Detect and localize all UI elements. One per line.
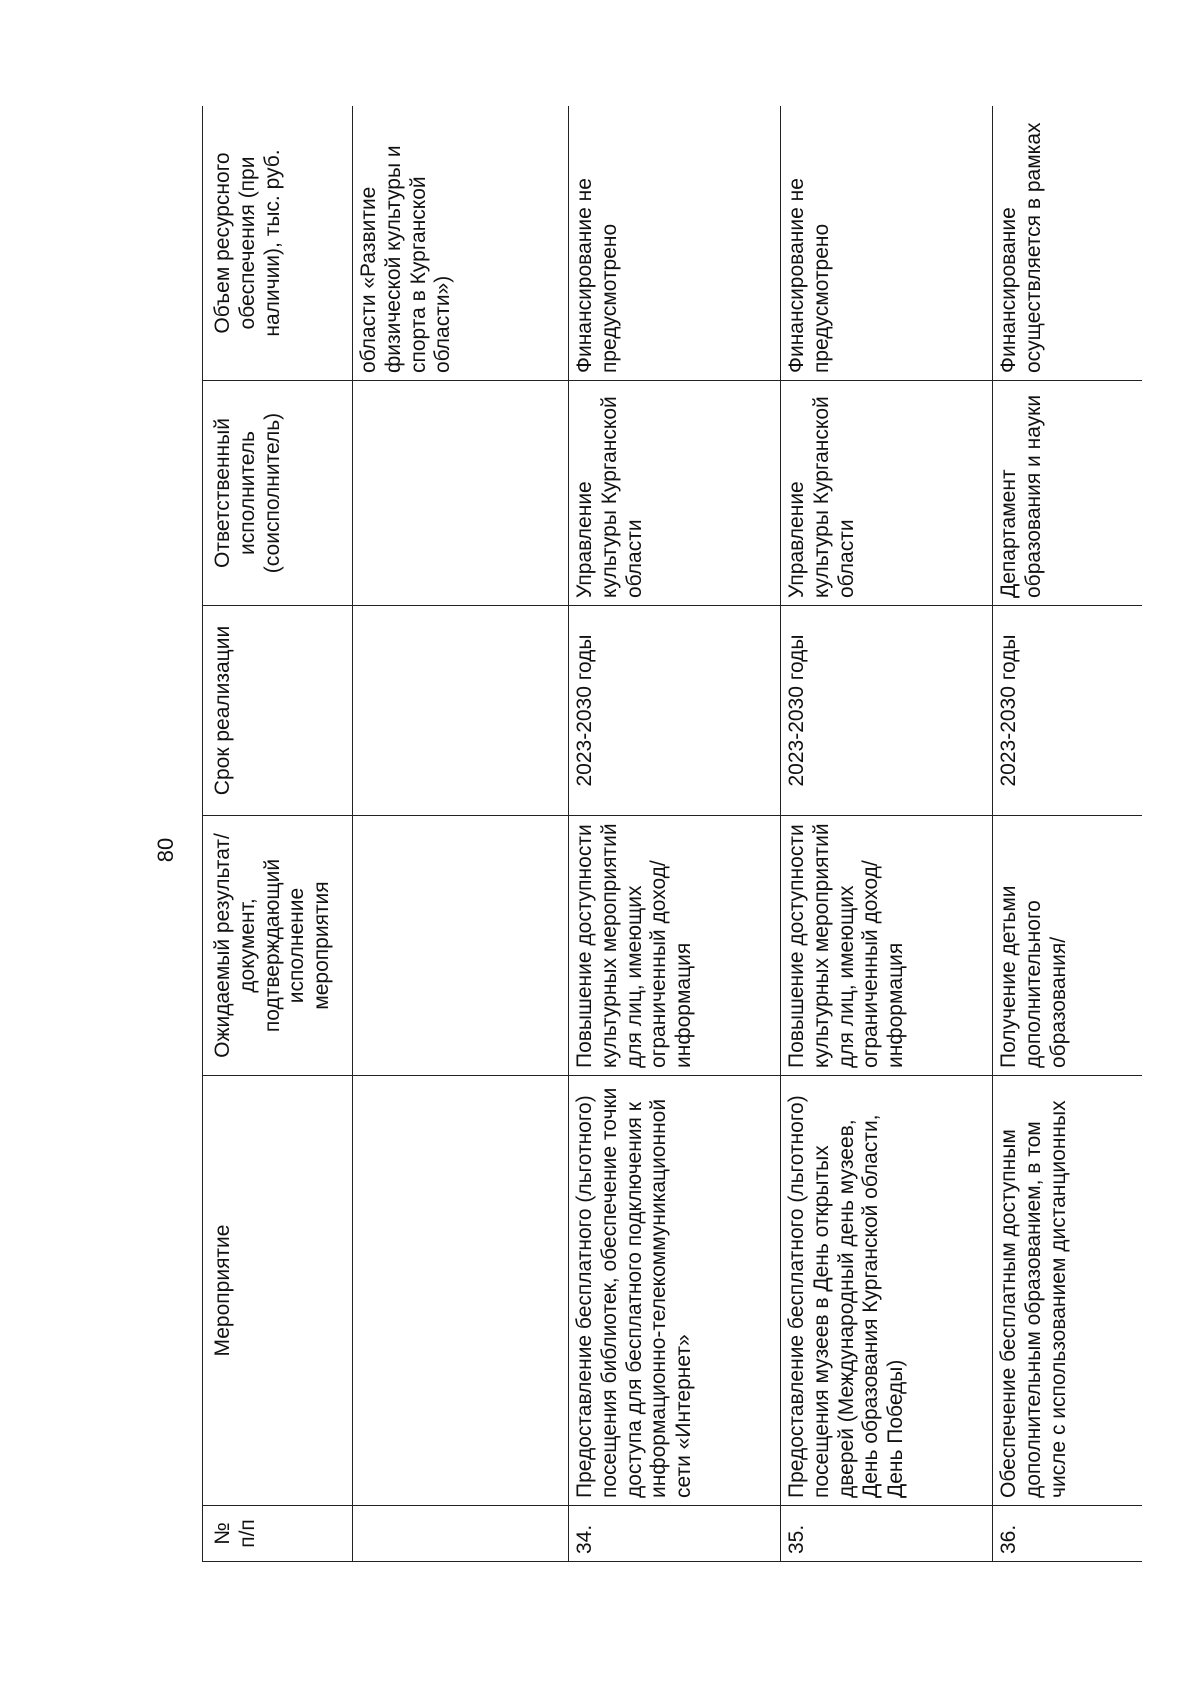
cell-event bbox=[353, 1076, 569, 1506]
measures-table bbox=[202, 106, 1142, 1562]
cell-num bbox=[353, 1506, 569, 1562]
cell-term: 2023-2030 годы bbox=[781, 606, 993, 816]
cell-term: 2023-2030 годы bbox=[569, 606, 781, 816]
cell-result bbox=[353, 816, 569, 1076]
cell-executor: Управление культуры Курганской области bbox=[569, 381, 781, 606]
header-executor: Ответственный исполнитель (соисполнитель) bbox=[203, 381, 353, 606]
header-event: Мероприятие bbox=[203, 1076, 353, 1506]
rotated-table-wrapper bbox=[202, 106, 1142, 1562]
table-row bbox=[993, 106, 1143, 1562]
table-frame bbox=[202, 106, 1142, 1562]
header-num: № п/п bbox=[203, 1506, 353, 1562]
cell-num: 36. bbox=[993, 1506, 1143, 1562]
cell-term: 2023-2030 годы bbox=[993, 606, 1143, 816]
cell-num: 34. bbox=[569, 1506, 781, 1562]
page-number-text: 80 bbox=[152, 837, 178, 863]
page-number bbox=[148, 820, 184, 880]
table-row bbox=[569, 106, 781, 1562]
cell-funding: области «Развитие физической культуры и спорта в Курганской области») bbox=[353, 106, 569, 381]
table-row bbox=[781, 106, 993, 1562]
header-term: Срок реализации bbox=[203, 606, 353, 816]
cell-term bbox=[353, 606, 569, 816]
header-funding: Объем ресурсного обеспечения (при наличии), тыс. руб. bbox=[203, 106, 353, 381]
cell-event: Обеспечение бесплатным доступным дополнительным образованием, в том числе с использованием дистанционных bbox=[993, 1076, 1143, 1506]
cell-executor: Управление культуры Курганской области bbox=[781, 381, 993, 606]
cell-num: 35. bbox=[781, 1506, 993, 1562]
header-result: Ожидаемый результат/документ, подтверждающий исполнение мероприятия bbox=[203, 816, 353, 1076]
cell-event: Предоставление бесплатного (льготного) посещения музеев в День открытых дверей (Международный день музеев, День образования Курганской области, День Победы) bbox=[781, 1076, 993, 1506]
cell-event: Предоставление бесплатного (льготного) посещения библиотек, обеспечение точки доступа для бесплатного подключения к информационно-телекоммуникационной сети «Интернет» bbox=[569, 1076, 781, 1506]
cell-result: Повышение доступности культурных мероприятий для лиц, имеющих ограниченный доход/ информация bbox=[569, 816, 781, 1076]
cell-executor bbox=[353, 381, 569, 606]
cell-funding: Финансирование осуществляется в рамках bbox=[993, 106, 1143, 381]
cell-executor: Департамент образования и науки bbox=[993, 381, 1143, 606]
cell-result: Получение детьми дополнительного образования/ bbox=[993, 816, 1143, 1076]
table-row-continuation bbox=[353, 106, 569, 1562]
table-header-row bbox=[203, 106, 353, 1562]
cell-funding: Финансирование не предусмотрено bbox=[569, 106, 781, 381]
cell-result: Повышение доступности культурных мероприятий для лиц, имеющих ограниченный доход/ информация bbox=[781, 816, 993, 1076]
cell-funding: Финансирование не предусмотрено bbox=[781, 106, 993, 381]
